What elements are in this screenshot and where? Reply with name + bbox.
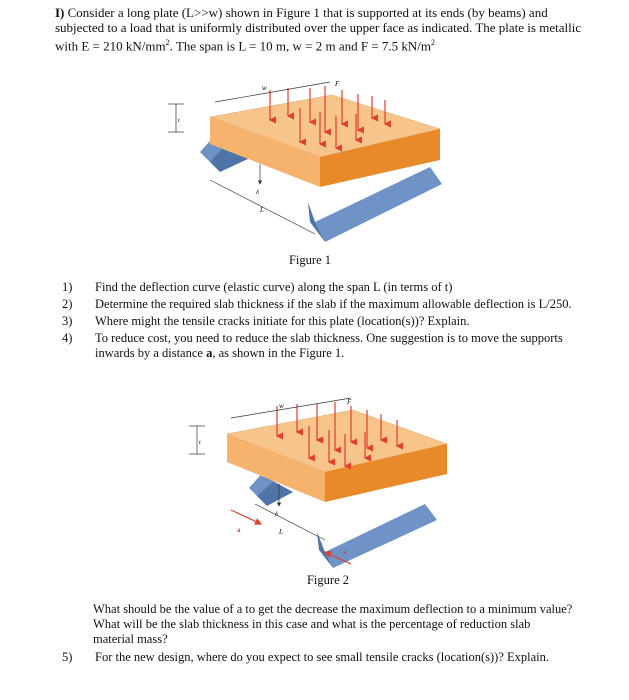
question-5 bbox=[60, 650, 580, 665]
figure-2 bbox=[175, 392, 475, 572]
question-3 bbox=[60, 314, 580, 329]
label-a-left: a bbox=[237, 526, 241, 534]
figure-2-caption: Figure 2 bbox=[306, 573, 349, 587]
label-delta: δ bbox=[256, 190, 259, 196]
label-w: w bbox=[279, 402, 284, 410]
figure-1-drawing bbox=[160, 72, 460, 252]
problem-number: I) bbox=[55, 5, 65, 20]
problem-sup-2: 2 bbox=[431, 38, 436, 47]
question-number: 2) bbox=[62, 297, 73, 311]
figure-1-caption: Figure 1 bbox=[288, 253, 331, 267]
question-number: 1) bbox=[62, 280, 73, 294]
question-4-text-2: , as shown in the Figure 1. bbox=[212, 346, 345, 360]
problem-sup-1: 2 bbox=[165, 38, 170, 47]
problem-text-1: Consider a long plate (L>>w) shown in Figure 1 that is supported at its ends (by beams) and subjected to a load that is uniformly distributed over the upper face as indicated. The plate is metallic with E = 210 kN/mm bbox=[55, 5, 582, 54]
question-list bbox=[60, 280, 580, 363]
question-1 bbox=[60, 280, 580, 295]
question-text: Where might the tensile cracks initiate for this plate (location(s))? Explain. bbox=[95, 314, 470, 328]
question-list-2 bbox=[60, 650, 580, 667]
question-text: Determine the required slab thickness if the slab if the maximum allowable deflection is L/250. bbox=[95, 297, 572, 311]
label-l: L bbox=[279, 528, 283, 536]
question-4 bbox=[60, 331, 580, 361]
follow-up-question: What should be the value of a to get the decrease the maximum deflection to a minimum value? What will be the slab thickness in this case and what is the percentage of reduction slab material mass? bbox=[93, 602, 573, 646]
label-a-right: a bbox=[343, 548, 347, 556]
question-text: For the new design, where do you expect to see small tensile cracks (location(s))? Explain. bbox=[95, 650, 550, 664]
right-support bbox=[325, 504, 437, 568]
question-4-bold-a: a bbox=[206, 346, 213, 360]
question-number: 5) bbox=[62, 650, 73, 664]
a-arrow-left bbox=[231, 510, 261, 524]
question-number: 4) bbox=[62, 331, 73, 345]
l-dimension bbox=[255, 504, 325, 540]
question-text bbox=[95, 331, 580, 361]
label-f: F bbox=[347, 398, 352, 406]
label-t: t bbox=[178, 118, 180, 124]
figure-2-drawing bbox=[175, 392, 475, 572]
question-number: 3) bbox=[62, 314, 73, 328]
question-text: Find the deflection curve (elastic curve) along the span L (in terms of t) bbox=[95, 280, 453, 294]
label-t: t bbox=[199, 440, 201, 446]
problem-statement bbox=[55, 5, 600, 53]
label-f: F bbox=[335, 80, 340, 88]
question-4-text-1: To reduce cost, you need to reduce the slab thickness. One suggestion is to move the supports inwards by a distance bbox=[95, 331, 563, 360]
label-l: L bbox=[260, 206, 264, 214]
t-dimension bbox=[189, 426, 205, 454]
problem-text-2: . The span is L = 10 m, w = 2 m and F = 7.5 kN/m bbox=[169, 38, 432, 54]
label-w: w bbox=[262, 84, 267, 92]
t-dimension bbox=[168, 104, 184, 132]
figure-1 bbox=[160, 72, 460, 252]
question-2 bbox=[60, 297, 580, 312]
